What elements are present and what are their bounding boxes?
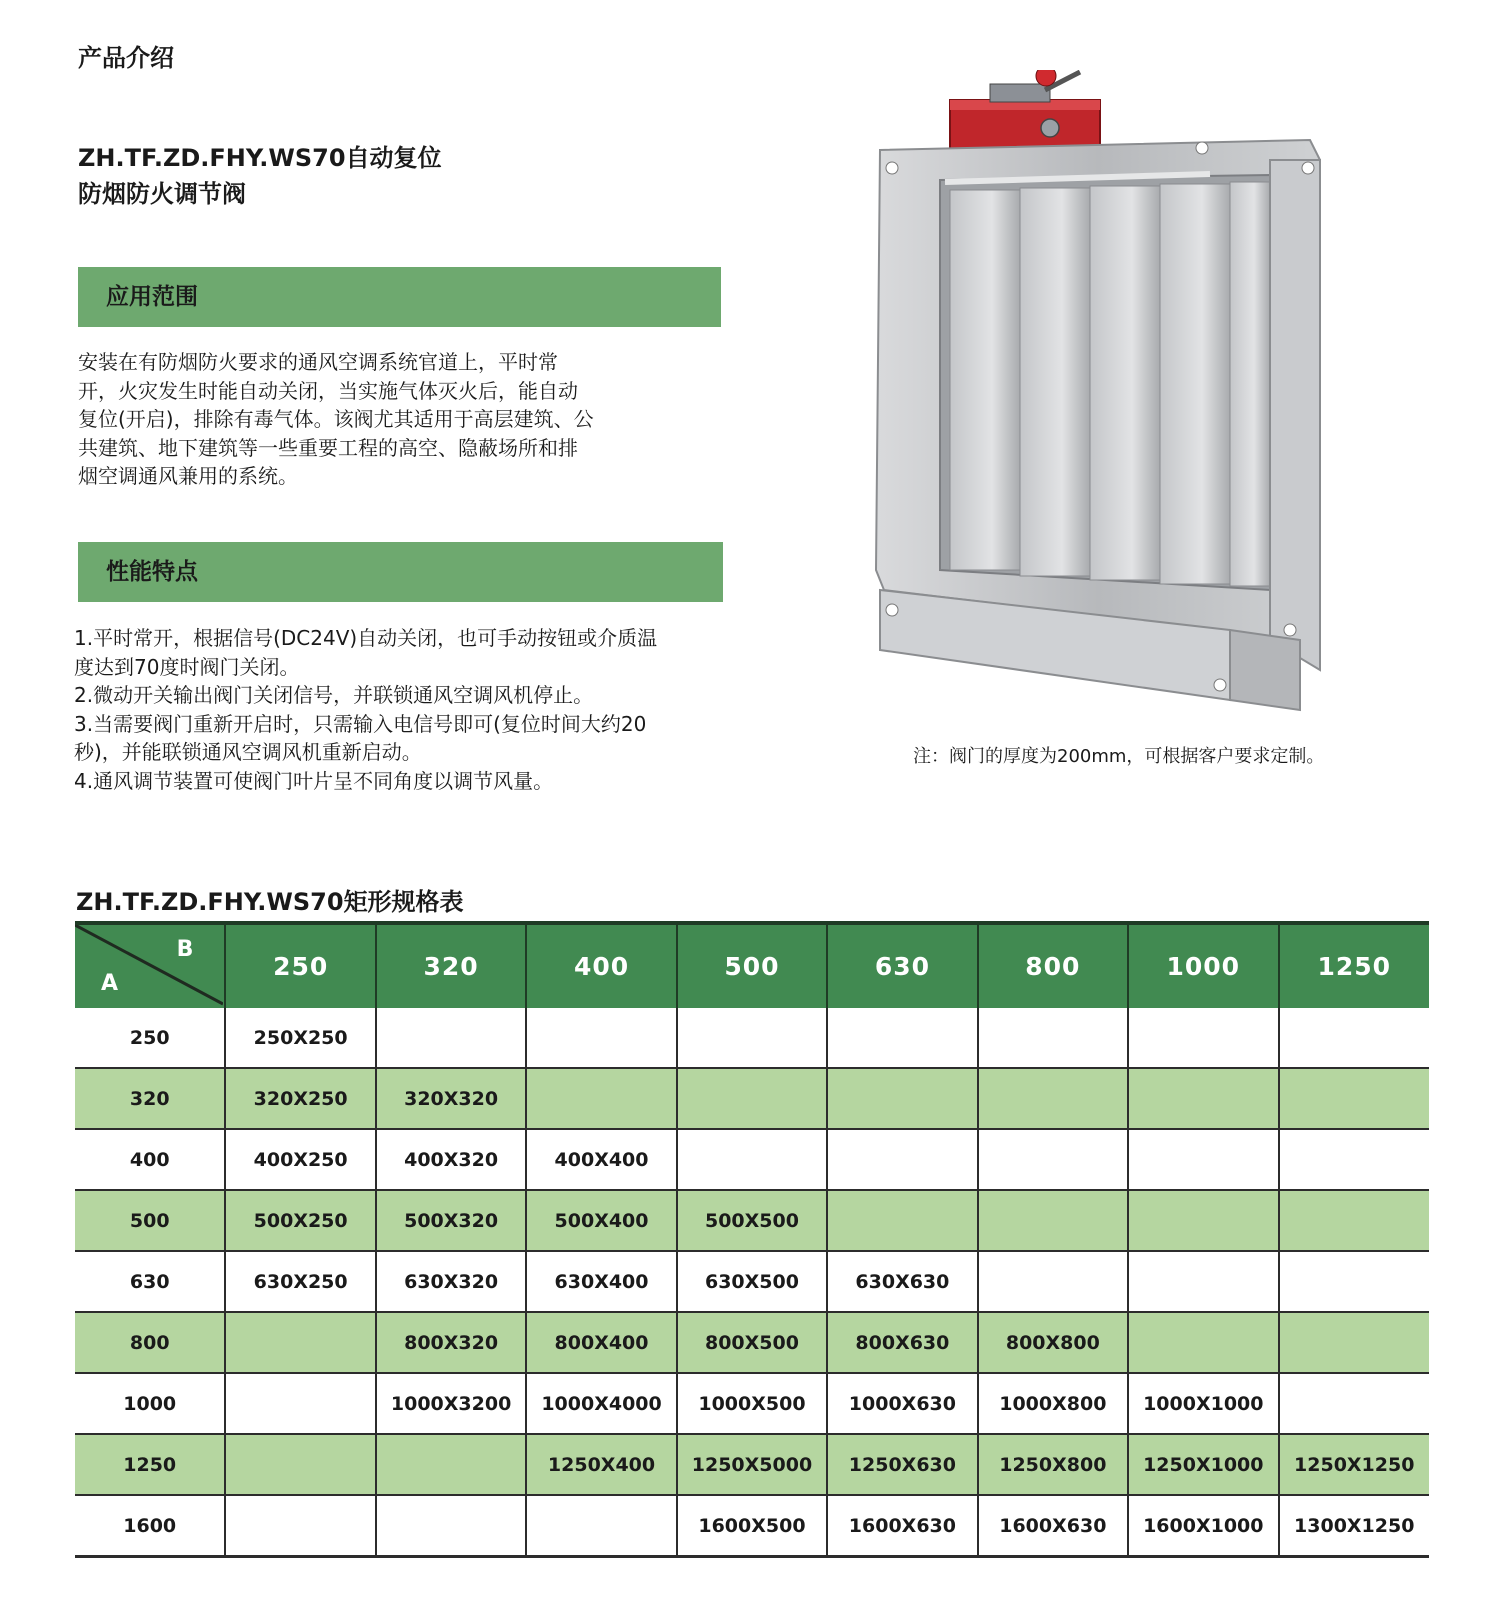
table-cell: 800X800 bbox=[978, 1312, 1128, 1373]
table-cell: 500X320 bbox=[376, 1190, 526, 1251]
table-cell bbox=[1279, 1008, 1430, 1068]
table-row bbox=[75, 1434, 1429, 1495]
table-header-row bbox=[75, 923, 1429, 1008]
table-row bbox=[75, 1008, 1429, 1068]
corner-label-b: B bbox=[176, 937, 195, 962]
table-cell: 1250X1000 bbox=[1128, 1434, 1278, 1495]
features-heading: 性能特点 bbox=[78, 542, 723, 602]
table-row bbox=[75, 1190, 1429, 1251]
table-cell bbox=[526, 1495, 676, 1557]
row-header: 250 bbox=[75, 1008, 225, 1068]
table-cell: 1000X3200 bbox=[376, 1373, 526, 1434]
application-line: 复位(开启)，排除有毒气体。该阀尤其适用于高层建筑、公 bbox=[78, 407, 594, 431]
table-cell bbox=[225, 1434, 375, 1495]
feature-line: 4.通风调节装置可使阀门叶片呈不同角度以调节风量。 bbox=[74, 768, 554, 793]
application-line: 共建筑、地下建筑等一些重要工程的高空、隐蔽场所和排 bbox=[78, 435, 578, 460]
table-cell bbox=[1279, 1068, 1430, 1129]
table-cell bbox=[827, 1008, 977, 1068]
column-header: 500 bbox=[677, 923, 827, 1008]
product-title bbox=[78, 140, 442, 212]
table-cell bbox=[978, 1008, 1128, 1068]
corner-label-a: A bbox=[101, 971, 120, 996]
table-cell: 1250X630 bbox=[827, 1434, 977, 1495]
thickness-note: 注：阀门的厚度为200mm，可根据客户要求定制。 bbox=[913, 746, 1325, 767]
table-cell bbox=[827, 1190, 977, 1251]
row-header: 320 bbox=[75, 1068, 225, 1129]
table-cell: 1000X800 bbox=[978, 1373, 1128, 1434]
table-cell bbox=[1128, 1008, 1278, 1068]
table-row bbox=[75, 1068, 1429, 1129]
feature-line: 秒)，并能联锁通风空调风机重新启动。 bbox=[74, 740, 422, 764]
table-cell: 630X400 bbox=[526, 1251, 676, 1312]
table-cell: 630X320 bbox=[376, 1251, 526, 1312]
column-header: 1250 bbox=[1279, 923, 1430, 1008]
feature-line: 3.当需要阀门重新开启时，只需输入电信号即可(复位时间大约20 bbox=[74, 711, 647, 736]
table-cell: 1300X1250 bbox=[1279, 1495, 1430, 1557]
table-cell: 630X250 bbox=[225, 1251, 375, 1312]
row-header: 1000 bbox=[75, 1373, 225, 1434]
table-cell: 500X250 bbox=[225, 1190, 375, 1251]
table-cell bbox=[978, 1251, 1128, 1312]
table-cell bbox=[1279, 1129, 1430, 1190]
table-cell bbox=[677, 1068, 827, 1129]
table-cell: 1600X630 bbox=[827, 1495, 977, 1557]
table-cell: 320X250 bbox=[225, 1068, 375, 1129]
section-title: 产品介绍 bbox=[78, 44, 174, 72]
table-cell bbox=[677, 1008, 827, 1068]
table-row bbox=[75, 1373, 1429, 1434]
feature-line: 度达到70度时阀门关闭。 bbox=[74, 654, 300, 679]
table-cell: 1000X1000 bbox=[1128, 1373, 1278, 1434]
application-line: 烟空调通风兼用的系统。 bbox=[78, 464, 298, 488]
table-cell: 1250X400 bbox=[526, 1434, 676, 1495]
diagonal-divider bbox=[75, 925, 223, 1008]
table-cell bbox=[526, 1008, 676, 1068]
table-cell bbox=[827, 1129, 977, 1190]
table-cell: 800X500 bbox=[677, 1312, 827, 1373]
table-cell bbox=[376, 1495, 526, 1557]
application-text bbox=[78, 348, 678, 491]
row-header: 630 bbox=[75, 1251, 225, 1312]
row-header: 800 bbox=[75, 1312, 225, 1373]
table-cell: 500X500 bbox=[677, 1190, 827, 1251]
table-cell bbox=[1128, 1129, 1278, 1190]
table-cell bbox=[1279, 1251, 1430, 1312]
table-cell: 400X320 bbox=[376, 1129, 526, 1190]
application-line: 开，火灾发生时能自动关闭，当实施气体灭火后，能自动 bbox=[78, 378, 578, 403]
table-cell bbox=[1128, 1312, 1278, 1373]
table-cell: 1600X630 bbox=[978, 1495, 1128, 1557]
application-line: 安装在有防烟防火要求的通风空调系统官道上，平时常 bbox=[78, 350, 558, 374]
table-cell: 1000X630 bbox=[827, 1373, 977, 1434]
row-header: 1600 bbox=[75, 1495, 225, 1557]
table-cell: 800X320 bbox=[376, 1312, 526, 1373]
row-header: 500 bbox=[75, 1190, 225, 1251]
table-cell: 400X250 bbox=[225, 1129, 375, 1190]
table-cell bbox=[526, 1068, 676, 1129]
table-row bbox=[75, 1129, 1429, 1190]
spec-table-title: ZH.TF.ZD.FHY.WS70矩形规格表 bbox=[76, 888, 464, 916]
table-cell: 500X400 bbox=[526, 1190, 676, 1251]
row-header: 400 bbox=[75, 1129, 225, 1190]
table-cell bbox=[1279, 1312, 1430, 1373]
table-cell: 400X400 bbox=[526, 1129, 676, 1190]
corner-header bbox=[75, 923, 225, 1008]
product-title-line1: ZH.TF.ZD.FHY.WS70自动复位 bbox=[78, 144, 442, 172]
reset-knob-icon bbox=[1036, 70, 1056, 86]
table-cell bbox=[225, 1312, 375, 1373]
table-cell bbox=[1279, 1190, 1430, 1251]
feature-line: 2.微动开关输出阀门关闭信号，并联锁通风空调风机停止。 bbox=[74, 683, 594, 707]
column-header: 800 bbox=[978, 923, 1128, 1008]
table-cell bbox=[376, 1008, 526, 1068]
table-cell: 1600X500 bbox=[677, 1495, 827, 1557]
table-cell bbox=[978, 1190, 1128, 1251]
table-cell bbox=[376, 1434, 526, 1495]
table-cell: 630X500 bbox=[677, 1251, 827, 1312]
table-cell: 1250X1250 bbox=[1279, 1434, 1430, 1495]
table-row bbox=[75, 1251, 1429, 1312]
table-cell: 320X320 bbox=[376, 1068, 526, 1129]
table-row bbox=[75, 1312, 1429, 1373]
table-cell bbox=[1128, 1190, 1278, 1251]
column-header: 250 bbox=[225, 923, 375, 1008]
table-cell: 1000X4000 bbox=[526, 1373, 676, 1434]
column-header: 320 bbox=[376, 923, 526, 1008]
table-cell bbox=[978, 1129, 1128, 1190]
column-header: 630 bbox=[827, 923, 977, 1008]
table-cell bbox=[225, 1373, 375, 1434]
feature-line: 1.平时常开，根据信号(DC24V)自动关闭，也可手动按钮或介质温 bbox=[74, 626, 658, 650]
table-cell: 1000X500 bbox=[677, 1373, 827, 1434]
table-cell: 1250X5000 bbox=[677, 1434, 827, 1495]
table-cell bbox=[1128, 1251, 1278, 1312]
row-header: 1250 bbox=[75, 1434, 225, 1495]
table-cell bbox=[827, 1068, 977, 1129]
table-cell: 800X630 bbox=[827, 1312, 977, 1373]
table-cell bbox=[677, 1129, 827, 1190]
spec-table bbox=[75, 921, 1429, 1558]
fire-damper-image bbox=[870, 70, 1350, 730]
table-cell: 800X400 bbox=[526, 1312, 676, 1373]
table-cell bbox=[978, 1068, 1128, 1129]
table-cell: 250X250 bbox=[225, 1008, 375, 1068]
table-cell: 1600X1000 bbox=[1128, 1495, 1278, 1557]
table-cell: 630X630 bbox=[827, 1251, 977, 1312]
product-title-line2: 防烟防火调节阀 bbox=[78, 180, 246, 208]
features-text bbox=[74, 624, 754, 795]
table-cell bbox=[1279, 1373, 1430, 1434]
column-header: 400 bbox=[526, 923, 676, 1008]
column-header: 1000 bbox=[1128, 923, 1278, 1008]
table-cell bbox=[225, 1495, 375, 1557]
table-cell bbox=[1128, 1068, 1278, 1129]
table-row bbox=[75, 1495, 1429, 1557]
table-cell: 1250X800 bbox=[978, 1434, 1128, 1495]
application-heading: 应用范围 bbox=[78, 267, 721, 327]
